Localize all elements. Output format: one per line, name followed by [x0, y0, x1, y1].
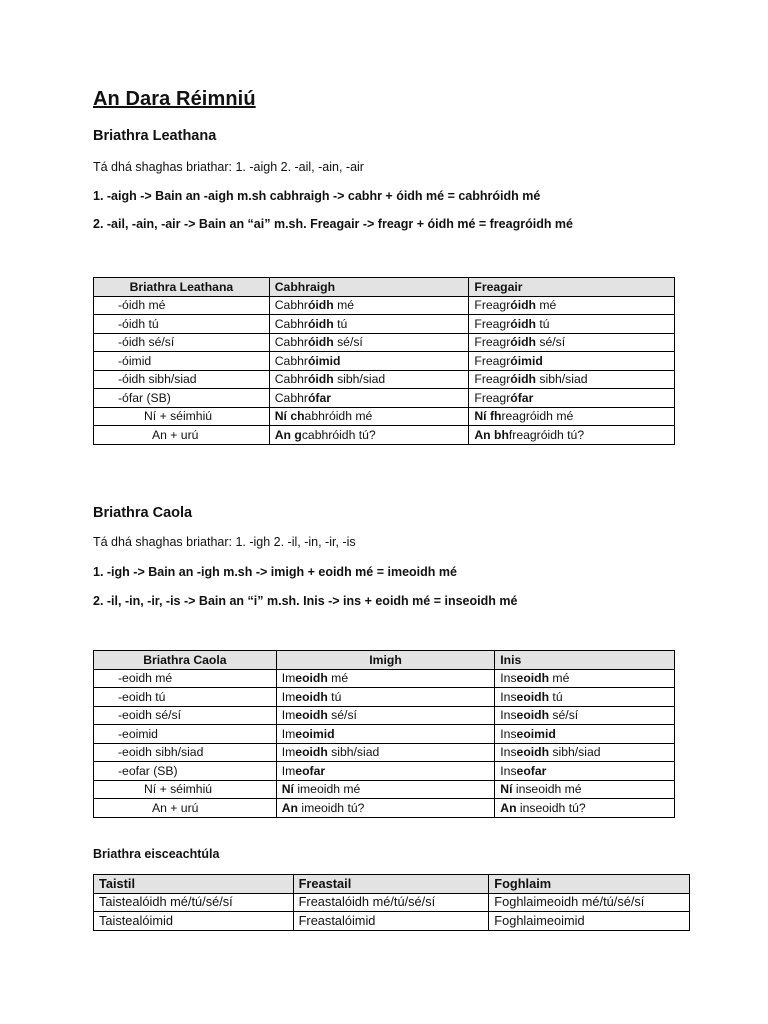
- verb-text: abhróidh mé: [304, 409, 373, 424]
- stem-text: Freagr: [474, 372, 511, 387]
- particle-text: Ní: [281, 782, 294, 797]
- stem-text: Ins: [500, 745, 517, 760]
- stem-text: Freagr: [474, 390, 511, 405]
- intro-leathana: Tá dhá shaghas briathar: 1. -aigh 2. -ail, -ain, -air: [93, 160, 364, 174]
- table-row: [94, 706, 675, 725]
- table-row: [94, 725, 675, 744]
- table-caola: [93, 650, 675, 818]
- stem-text: Im: [281, 689, 296, 704]
- table-row: [94, 407, 675, 426]
- table-cell: Freastalóidh mé/tú/sé/sí: [293, 893, 489, 912]
- particle-text: An: [281, 800, 298, 815]
- ending-text: óimid: [510, 353, 543, 368]
- particle-text: An bh: [474, 427, 509, 442]
- table-header: Cabhraigh: [269, 278, 469, 297]
- particle-text: An g: [274, 427, 302, 442]
- table-row: [94, 389, 675, 408]
- ending-text: eofar: [295, 763, 326, 778]
- intro-caola: Tá dhá shaghas briathar: 1. -igh 2. -il, -in, -ir, -is: [93, 535, 356, 549]
- ending-text: óidh: [307, 335, 334, 350]
- verb-text: cabhróidh tú?: [301, 427, 376, 442]
- particle-text: Ní ch: [274, 409, 305, 424]
- form-cell: [276, 762, 495, 781]
- ending-cell: -óidh tú: [94, 315, 270, 334]
- table-row: [94, 799, 675, 818]
- form-cell: [269, 389, 469, 408]
- stem-text: Freagr: [474, 335, 511, 350]
- table-row: [94, 912, 690, 931]
- form-cell: [269, 407, 469, 426]
- table-cell: Foghlaimeoidh mé/tú/sé/sí: [489, 893, 690, 912]
- ending-text: óidh: [307, 298, 334, 313]
- pronoun-text: mé: [536, 298, 557, 313]
- pronoun-text: tú: [333, 316, 348, 331]
- table-header: Foghlaim: [489, 875, 690, 894]
- section-heading-irregular: Briathra eisceachtúla: [93, 847, 220, 861]
- table-header: Taistil: [94, 875, 294, 894]
- section-heading-leathana: Briathra Leathana: [93, 128, 217, 144]
- form-cell: [469, 389, 675, 408]
- form-cell: [269, 315, 469, 334]
- particle-text: Ní fh: [474, 409, 502, 424]
- ending-cell: -óimid: [94, 352, 270, 371]
- pronoun-text: tú: [549, 689, 563, 704]
- verb-text: inseoidh mé: [512, 782, 582, 797]
- ending-text: eoidh: [295, 745, 328, 760]
- form-cell: [469, 315, 675, 334]
- ending-cell: -óidh sé/sí: [94, 333, 270, 352]
- ending-cell: -eoidh mé: [94, 669, 277, 688]
- form-cell: [269, 296, 469, 315]
- ending-text: ófar: [510, 390, 534, 405]
- pronoun-text: mé: [549, 671, 570, 686]
- pronoun-text: tú: [327, 689, 342, 704]
- ending-text: óimid: [307, 353, 341, 368]
- table-row: [94, 296, 675, 315]
- ending-text: óidh: [510, 372, 537, 387]
- table-cell: Taistealóimid: [94, 912, 294, 931]
- form-cell: [469, 370, 675, 389]
- ending-text: óidh: [510, 316, 537, 331]
- stem-text: Ins: [500, 689, 517, 704]
- pronoun-text: sé/sí: [327, 708, 357, 723]
- form-cell: [469, 407, 675, 426]
- stem-text: Im: [281, 671, 296, 686]
- table-row: [94, 669, 675, 688]
- stem-text: Ins: [500, 726, 517, 741]
- form-cell: [495, 799, 675, 818]
- table-cell: Freastalóimid: [293, 912, 489, 931]
- table-leathana: [93, 277, 675, 445]
- form-cell: [269, 426, 469, 445]
- ending-cell: Ní + séimhiú: [94, 780, 277, 799]
- form-cell: [469, 296, 675, 315]
- table-row: [94, 743, 675, 762]
- form-cell: [276, 688, 495, 707]
- table-row: [94, 893, 690, 912]
- table-header: Freastail: [293, 875, 489, 894]
- ending-cell: -eoidh sibh/siad: [94, 743, 277, 762]
- stem-text: Cabhr: [274, 335, 308, 350]
- pronoun-text: sé/sí: [333, 335, 363, 350]
- verb-text: imeoidh tú?: [298, 800, 365, 815]
- form-cell: [495, 706, 675, 725]
- ending-text: eoimid: [295, 726, 335, 741]
- table-row: [94, 315, 675, 334]
- ending-text: eoidh: [516, 671, 550, 686]
- form-cell: [495, 762, 675, 781]
- ending-text: eoidh: [516, 708, 550, 723]
- pronoun-text: sibh/siad: [333, 372, 386, 387]
- form-cell: [495, 743, 675, 762]
- ending-cell: -eofar (SB): [94, 762, 277, 781]
- stem-text: Im: [281, 745, 296, 760]
- form-cell: [276, 780, 495, 799]
- ending-text: eoidh: [516, 745, 550, 760]
- ending-text: eoimid: [516, 726, 556, 741]
- ending-text: eoidh: [295, 671, 328, 686]
- ending-cell: -eoimid: [94, 725, 277, 744]
- form-cell: [276, 743, 495, 762]
- form-cell: [495, 780, 675, 799]
- stem-text: Cabhr: [274, 390, 308, 405]
- form-cell: [276, 669, 495, 688]
- ending-text: eoidh: [516, 689, 550, 704]
- table-row: [94, 762, 675, 781]
- stem-text: Im: [281, 708, 296, 723]
- stem-text: Cabhr: [274, 372, 308, 387]
- table-row: [94, 688, 675, 707]
- table-row: [94, 780, 675, 799]
- stem-text: Ins: [500, 708, 517, 723]
- table-row: [94, 333, 675, 352]
- ending-cell: -eoidh tú: [94, 688, 277, 707]
- stem-text: Ins: [500, 763, 517, 778]
- table-header: Inis: [495, 651, 675, 670]
- table-cell: Taistealóidh mé/tú/sé/sí: [94, 893, 294, 912]
- table-irregular: [93, 874, 690, 931]
- particle-text: An: [500, 800, 517, 815]
- ending-cell: An + urú: [94, 799, 277, 818]
- form-cell: [269, 352, 469, 371]
- ending-text: óidh: [307, 372, 334, 387]
- pronoun-text: tú: [536, 316, 550, 331]
- ending-cell: An + urú: [94, 426, 270, 445]
- table-header: Imigh: [276, 651, 495, 670]
- pronoun-text: mé: [327, 671, 349, 686]
- pronoun-text: mé: [333, 298, 355, 313]
- form-cell: [269, 333, 469, 352]
- ending-cell: -ófar (SB): [94, 389, 270, 408]
- table-cell: Foghlaimeoimid: [489, 912, 690, 931]
- table-row: [94, 352, 675, 371]
- verb-text: reagróidh mé: [501, 409, 574, 424]
- particle-text: Ní: [500, 782, 513, 797]
- stem-text: Freagr: [474, 316, 511, 331]
- ending-text: óidh: [510, 298, 537, 313]
- stem-text: Freagr: [474, 298, 511, 313]
- rule-1-leathana: 1. -aigh -> Bain an -aigh m.sh cabhraigh -> cabhr + óidh mé = cabhróidh mé: [93, 189, 541, 203]
- form-cell: [269, 370, 469, 389]
- stem-text: Cabhr: [274, 316, 308, 331]
- form-cell: [276, 799, 495, 818]
- form-cell: [469, 426, 675, 445]
- ending-text: óidh: [510, 335, 537, 350]
- table-header: Briathra Caola: [94, 651, 277, 670]
- ending-text: óidh: [307, 316, 334, 331]
- table-header: Briathra Leathana: [94, 278, 270, 297]
- stem-text: Ins: [500, 671, 517, 686]
- ending-text: ófar: [307, 390, 331, 405]
- table-row: [94, 426, 675, 445]
- section-heading-caola: Briathra Caola: [93, 505, 193, 521]
- stem-text: Im: [281, 726, 296, 741]
- verb-text: imeoidh mé: [293, 782, 361, 797]
- ending-cell: Ní + séimhiú: [94, 407, 270, 426]
- pronoun-text: sibh/siad: [327, 745, 380, 760]
- verb-text: freagróidh tú?: [508, 427, 585, 442]
- stem-text: Freagr: [474, 353, 511, 368]
- pronoun-text: sibh/siad: [536, 372, 588, 387]
- form-cell: [276, 706, 495, 725]
- form-cell: [469, 352, 675, 371]
- form-cell: [276, 725, 495, 744]
- table-header: Freagair: [469, 278, 675, 297]
- form-cell: [495, 669, 675, 688]
- ending-cell: -eoidh sé/sí: [94, 706, 277, 725]
- pronoun-text: sibh/siad: [549, 745, 601, 760]
- stem-text: Im: [281, 763, 296, 778]
- rule-2-caola: 2. -il, -in, -ir, -is -> Bain an “i” m.sh. Inis -> ins + eoidh mé = inseoidh mé: [93, 594, 518, 608]
- rule-1-caola: 1. -igh -> Bain an -igh m.sh -> imigh + eoidh mé = imeoidh mé: [93, 565, 457, 579]
- form-cell: [469, 333, 675, 352]
- rule-2-leathana: 2. -ail, -ain, -air -> Bain an “ai” m.sh. Freagair -> freagr + óidh mé = freagróidh mé: [93, 217, 573, 231]
- stem-text: Cabhr: [274, 298, 308, 313]
- ending-text: eofar: [516, 763, 547, 778]
- pronoun-text: sé/sí: [536, 335, 566, 350]
- form-cell: [495, 688, 675, 707]
- ending-cell: -óidh sibh/siad: [94, 370, 270, 389]
- stem-text: Cabhr: [274, 353, 308, 368]
- pronoun-text: sé/sí: [549, 708, 579, 723]
- verb-text: inseoidh tú?: [516, 800, 586, 815]
- ending-text: eoidh: [295, 689, 328, 704]
- ending-text: eoidh: [295, 708, 328, 723]
- page-title: An Dara Réimniú: [93, 88, 256, 110]
- table-row: [94, 370, 675, 389]
- form-cell: [495, 725, 675, 744]
- ending-cell: -óidh mé: [94, 296, 270, 315]
